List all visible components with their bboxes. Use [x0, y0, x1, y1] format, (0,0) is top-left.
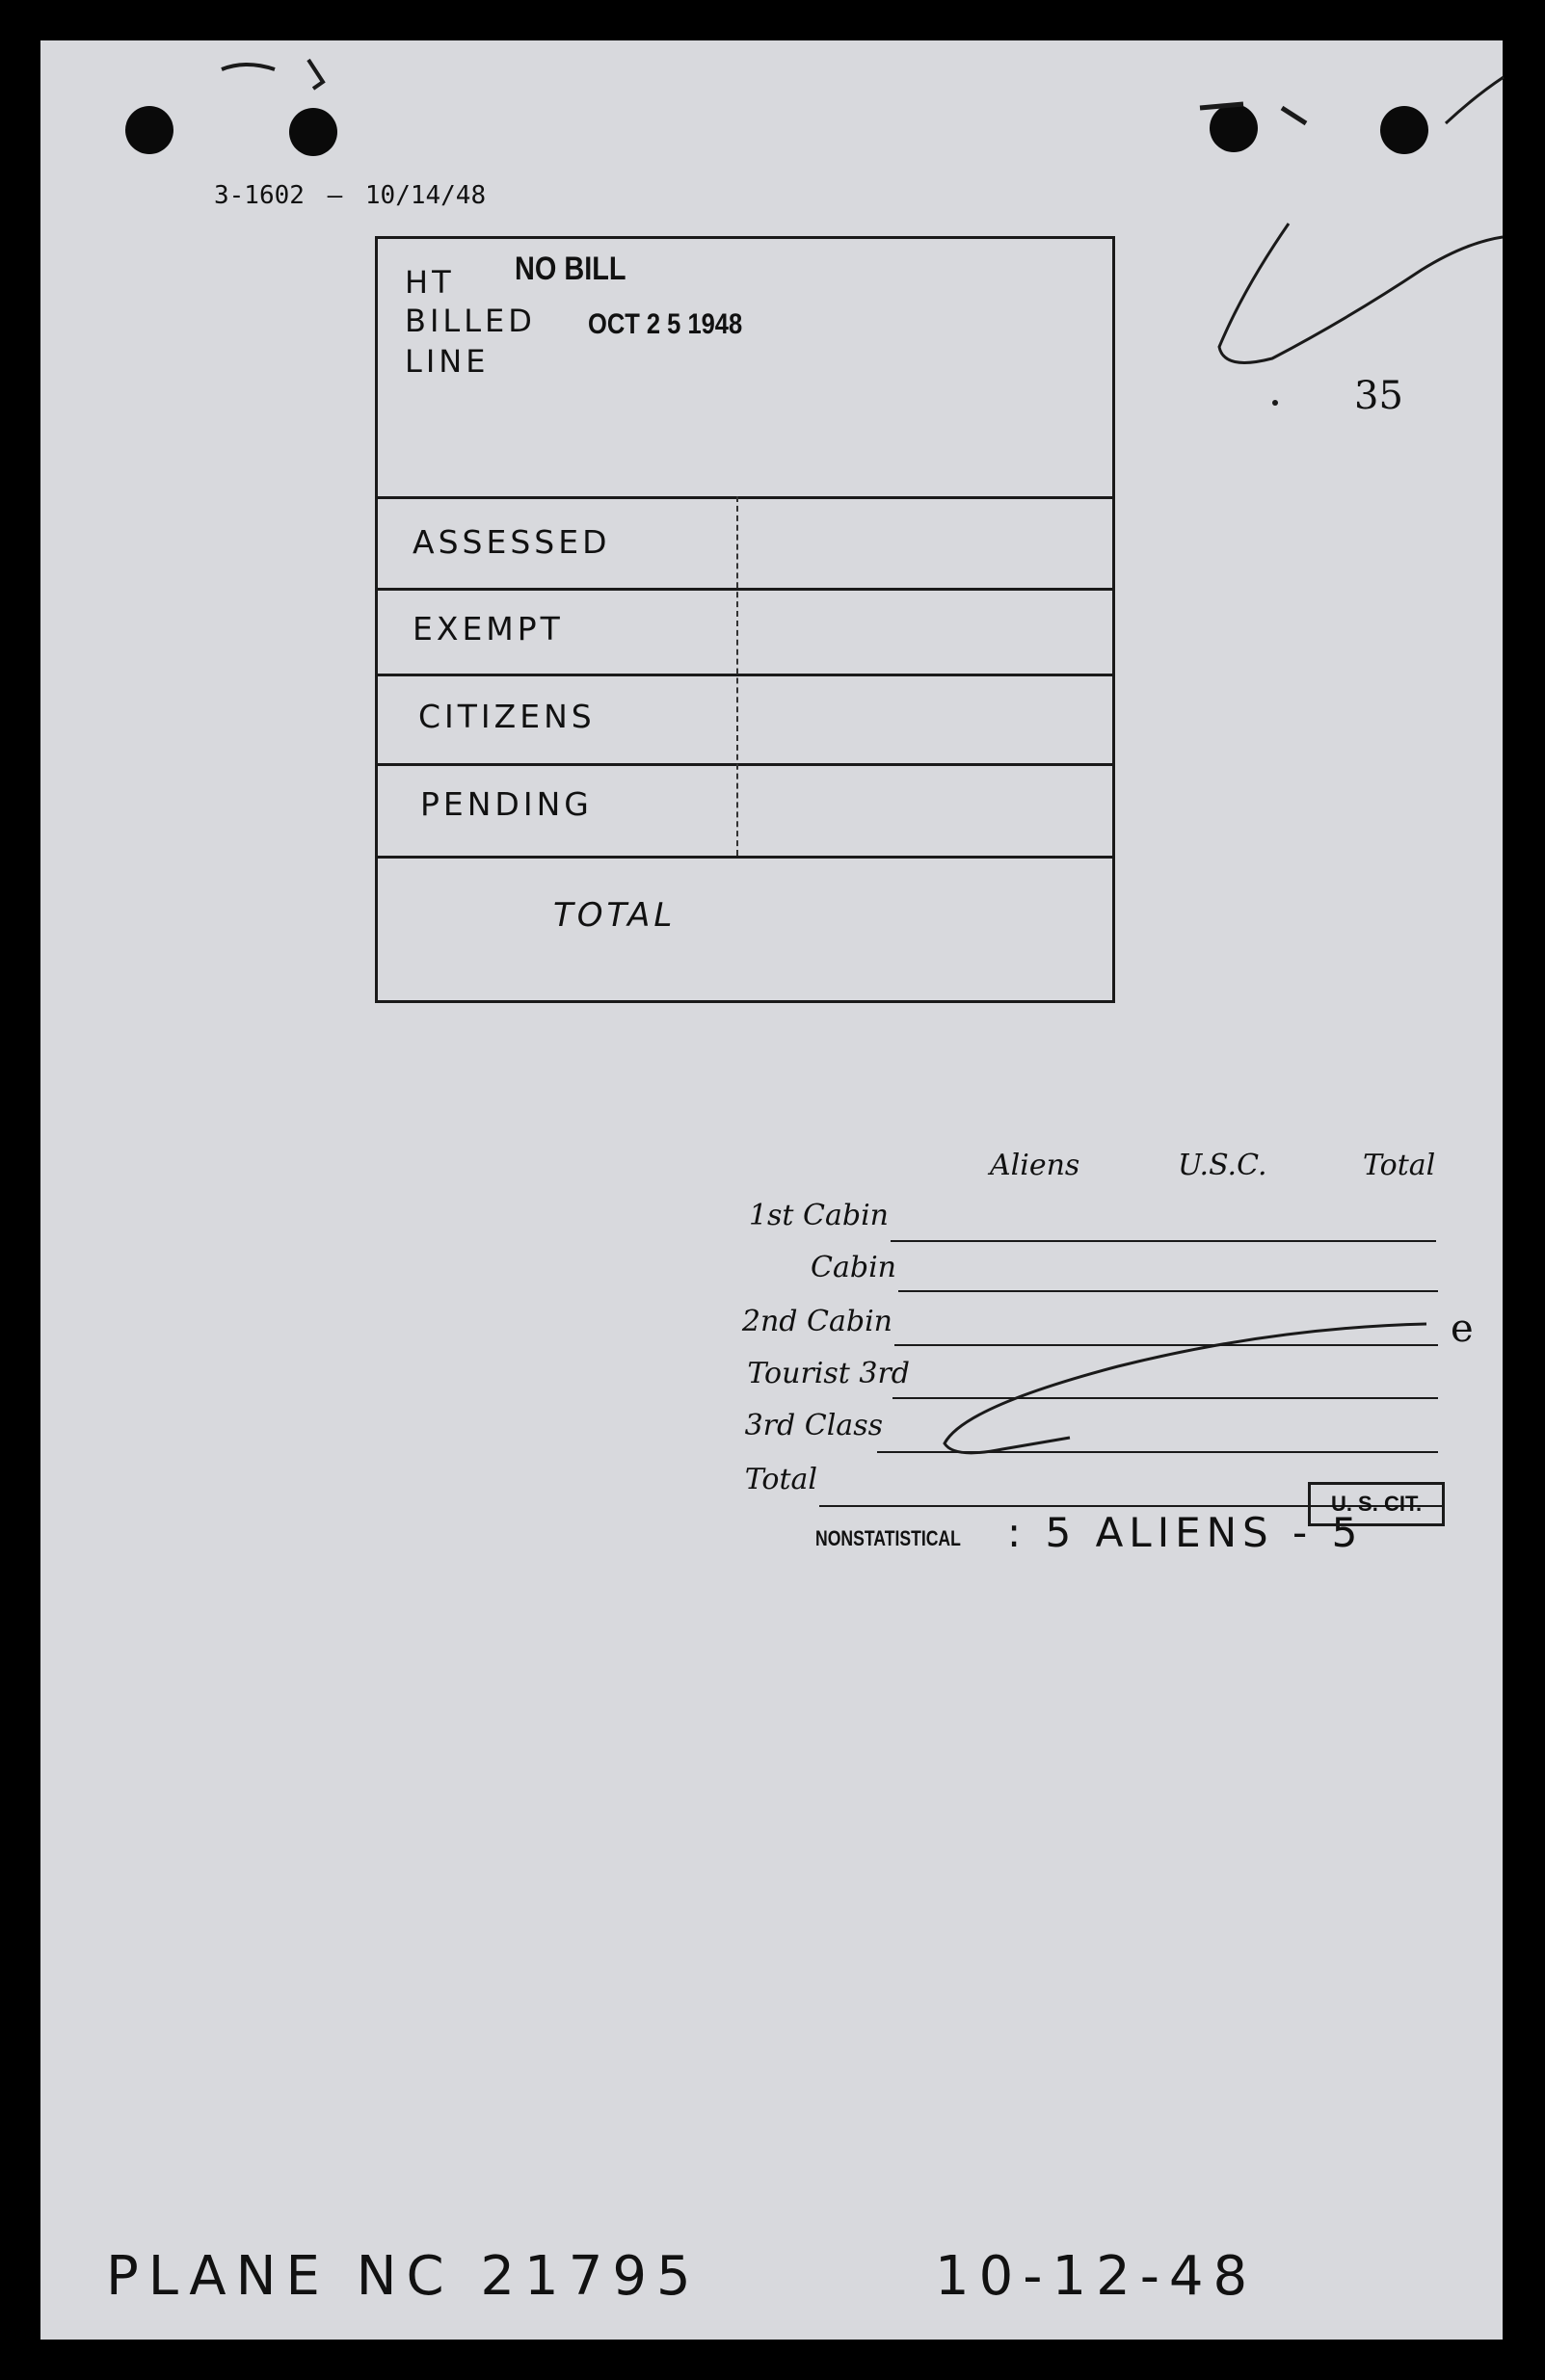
row-label-exempt: EXEMPT — [413, 610, 564, 648]
page-number: 35 — [1354, 374, 1403, 418]
plane-number: PLANE NC 21795 — [106, 2245, 701, 2308]
no-bill-stamp: NO BILL — [515, 251, 626, 287]
row-label-assessed: ASSESSED — [413, 523, 611, 561]
date-stamp: OCT 2 5 1948 — [588, 308, 743, 340]
row-label-total: Total — [744, 1463, 817, 1496]
row-label-1st-cabin: 1st Cabin — [748, 1199, 889, 1232]
column-header-total: Total — [1363, 1149, 1436, 1182]
column-header-usc: U.S.C. — [1178, 1149, 1267, 1182]
hand-code-billed: BILLED — [405, 303, 536, 339]
total-label: TOTAL — [553, 896, 677, 935]
nonstatistical-value: : 5 ALIENS - 5 — [1007, 1509, 1364, 1556]
doc-date: 10/14/48 — [364, 181, 487, 210]
row-label-cabin: Cabin — [811, 1251, 896, 1284]
margin-mark: e — [1451, 1307, 1474, 1351]
hand-code-line: LINE — [405, 343, 490, 380]
row-label-2nd-cabin: 2nd Cabin — [741, 1305, 892, 1338]
column-header-aliens: Aliens — [990, 1149, 1080, 1182]
row-label-3rd-class: 3rd Class — [744, 1409, 883, 1442]
row-label-citizens: CITIZENS — [418, 698, 596, 735]
footer-date: 10-12-48 — [935, 2245, 1258, 2308]
row-label-pending: PENDING — [420, 785, 593, 823]
header-separator: — — [327, 181, 343, 210]
doc-number: 3-1602 — [214, 181, 305, 210]
row-label-tourist-3rd: Tourist 3rd — [747, 1357, 910, 1390]
us-cit-stamp: U. S. CIT. — [1308, 1482, 1445, 1526]
nonstatistical-label: NONSTATISTICAL — [815, 1526, 961, 1550]
hand-code-ht: HT — [405, 264, 455, 301]
